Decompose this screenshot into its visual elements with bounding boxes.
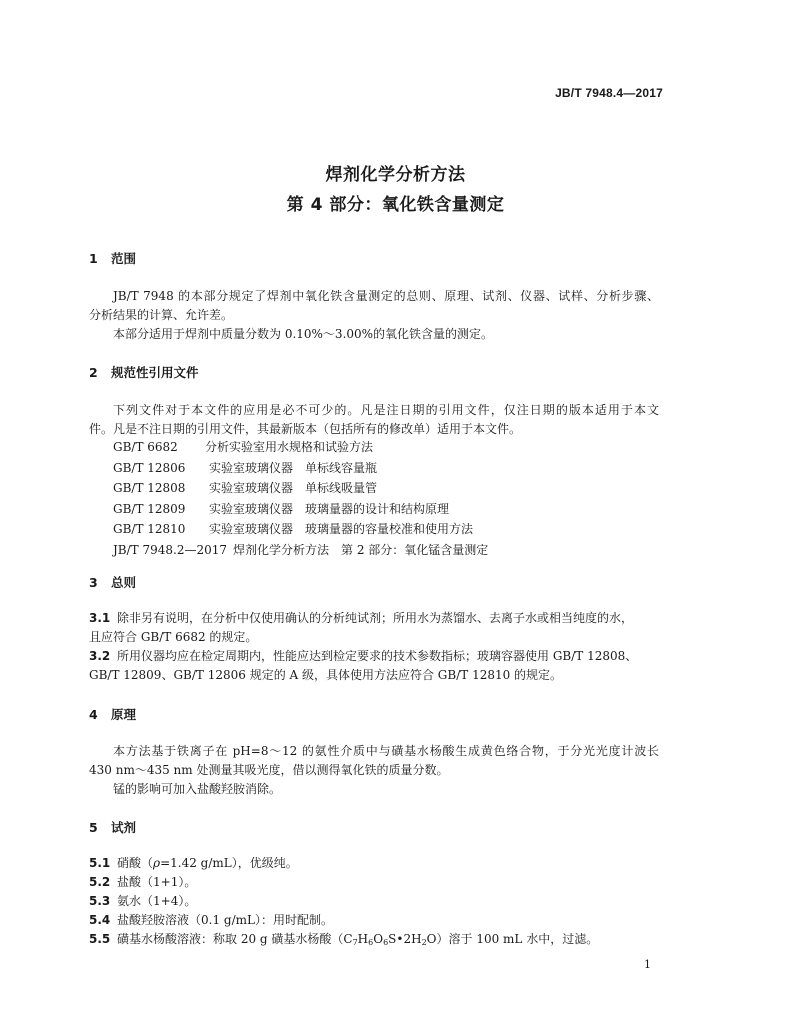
reference-title: 实验室玻璃仪器 单标线容量瓶 [209,460,378,475]
reference-code: GB/T 12808 [113,481,186,495]
formula-part: H [357,932,369,946]
section-1-heading [89,249,136,267]
section-number: 3 [89,575,98,590]
reagent-item [89,911,333,930]
formula-part: O [373,932,384,946]
section-title: 原理 [111,707,137,722]
references-intro-line1: 下列文件对于本文件的应用是必不可少的。凡是注日期的引用文件，仅注日期的版本适用于本文 [113,403,659,417]
reference-item [113,458,488,479]
reference-list [113,437,488,560]
scope-paragraph-line1: JB/T 7948 的本部分规定了焊剂中氧化铁含量测定的总则、原理、试剂、仪器、试样、分析步骤、 [113,289,659,303]
reagent-text: =1.42 g/mL），优级纯。 [160,856,298,870]
reference-code: GB/T 12810 [113,522,186,536]
clause-number: 3.1 [89,611,111,625]
reagent-number: 5.4 [89,913,111,927]
reference-title: 实验室玻璃仪器 单标线吸量管 [209,481,378,495]
section-title: 规范性引用文件 [111,365,199,380]
section-3-heading [89,573,136,591]
clause-3-1-line2: 且应符合 GB/T 6682 的规定。 [89,630,258,644]
reference-code: GB/T 12809 [113,501,186,516]
section-5-heading [89,818,136,836]
clause-3-2-line2: GB/T 12809、GB/T 12806 规定的 A 级，具体使用方法应符合 GB/T 12810 的规定。 [89,668,563,682]
principle-line2: 430 nm～435 nm 处测量其吸光度，借以测得氧化铁的质量分数。 [89,763,449,777]
reference-title: 焊剂化学分析方法 第 2 部分：氧化锰含量测定 [233,542,489,557]
reagent-item [89,873,196,892]
reference-title: 实验室玻璃仪器 玻璃量器的容量校准和使用方法 [209,522,474,536]
section-number: 5 [89,820,98,835]
formula-subscript: 7 [352,938,358,947]
clause-text: 除非另有说明，在分析中仅使用确认的分析纯试剂；所用水为蒸馏水、去离子水或相当纯度的水， [117,611,634,625]
scope-applicability: 本部分适用于焊剂中质量分数为 0.10%～3.00%的氧化铁含量的测定。 [113,327,494,341]
section-number: 2 [89,365,98,380]
section-title: 范围 [111,251,137,266]
reagent-text: 盐酸羟胺溶液（0.1 g/mL）：用时配制。 [117,913,333,927]
document-title: 焊剂化学分析方法 [325,165,466,185]
formula-subscript: 6 [368,938,374,947]
formula-part: S•2H [388,932,422,946]
reference-title: 实验室玻璃仪器 玻璃量器的设计和结构原理 [209,501,450,516]
reagent-item [89,854,298,873]
reference-item [113,540,488,561]
reagent-text: O）溶于 100 mL 水中，过滤。 [426,932,599,946]
reagent-number: 5.1 [89,856,111,870]
reference-item [113,499,488,520]
page-number: 1 [644,958,651,971]
reagent-item [89,930,598,952]
reference-code: JB/T 7948.2—2017 [113,542,228,557]
section-title: 总则 [111,575,137,590]
formula-subscript: 6 [383,938,389,947]
document-code: JB/T 7948.4—2017 [555,86,663,100]
reference-item [113,478,488,499]
section-number: 4 [89,707,98,722]
reference-title: 分析实验室用水规格和试验方法 [205,440,374,454]
formula-subscript: 2 [421,938,427,947]
reagent-text: 氨水（1+4）。 [117,894,197,908]
clause-text: 所用仪器均应在检定周期内，性能应达到检定要求的技术参数指标；玻璃容器使用 GB/T 12808、 [117,649,638,663]
clause-number: 3.2 [89,649,111,663]
section-4-heading [89,705,136,723]
reagent-text: 盐酸（1+1）。 [117,875,197,889]
reference-code: GB/T 6682 [113,440,178,454]
section-2-heading [89,363,199,381]
reference-item [113,437,488,458]
scope-paragraph-line2: 分析结果的计算、允许差。 [89,308,234,322]
reagent-number: 5.3 [89,894,111,908]
reagent-text: 硝酸（ [117,856,154,870]
section-title: 试剂 [111,820,137,835]
principle-line1: 本方法基于铁离子在 pH=8～12 的氨性介质中与磺基水杨酸生成黄色络合物，于分光光度计波长 [113,744,659,758]
reagent-number: 5.5 [89,932,111,946]
reference-code: GB/T 12806 [113,460,186,475]
clause-3-1-line1 [89,609,659,628]
references-intro-line2: 件。凡是不注日期的引用文件，其最新版本（包括所有的修改单）适用于本文件。 [89,422,522,436]
clause-3-2-line1 [89,647,659,666]
reagent-number: 5.2 [89,875,111,889]
principle-note: 锰的影响可加入盐酸羟胺消除。 [113,782,282,796]
reference-item [113,519,488,540]
section-number: 1 [89,251,98,266]
rho-symbol: ρ [153,856,161,870]
document-subtitle: 第 4 部分：氧化铁含量测定 [286,195,505,215]
reagent-text: 磺基水杨酸溶液：称取 20 g 磺基水杨酸（C [117,932,353,946]
reagent-item [89,892,196,911]
